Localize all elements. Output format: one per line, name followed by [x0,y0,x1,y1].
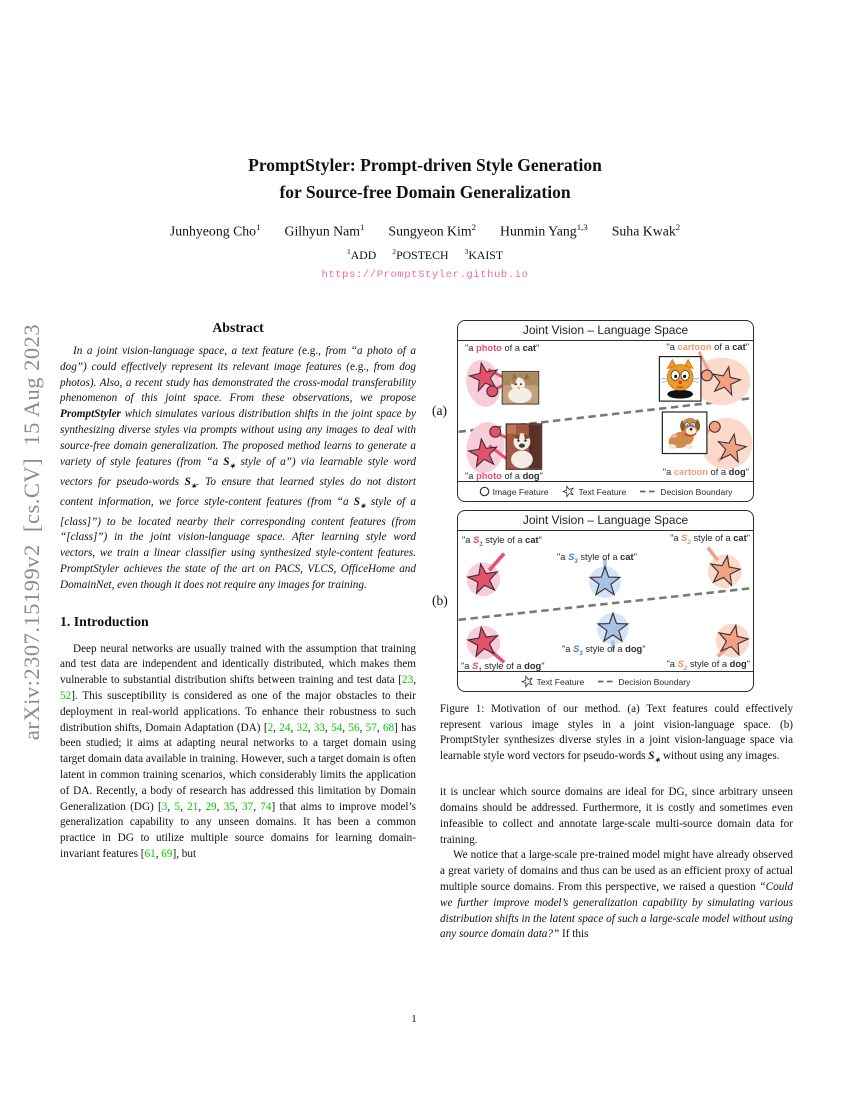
text-segment: Sungyeon Kim [388,223,472,239]
text-segment: , [413,674,416,687]
citation-link[interactable]: 74 [260,800,272,813]
citation-link[interactable]: 57 [365,721,377,734]
label-photo-cat [465,343,539,353]
figure-1 [432,320,755,692]
text-segment: , [376,721,383,734]
project-url-link[interactable]: https://PromptStyler.github.io [321,269,529,281]
dog-photo-image [506,424,542,469]
text-segment: , [216,800,224,813]
text-segment: Deep neural networks are usually trained with the assumption that training and test data are independent and identically distributed, which makes them vulnerable to substantial distribution shifts between training and test data [ [60,642,416,687]
text-segment: PromptStyler [60,408,121,421]
text-segment: , [167,800,175,813]
text-segment: , [359,721,366,734]
paper-title [0,152,850,206]
text-segment: "a [465,343,477,353]
text-segment: e.g., [301,345,321,357]
text-segment: style of a [482,535,526,545]
text-segment: We notice that a large-scale pre-trained model might have already observed a great variety of domains and thus can be used as an efficient proxy of actual multiple source domains. From this perspective, we raised a question [440,849,793,893]
citation-link[interactable]: 35 [223,800,235,813]
text-segment: "a [666,659,678,669]
cat-photo-image [502,371,539,404]
text-segment: " [746,659,750,669]
text-segment: "a [670,533,682,543]
label-cartoon-dog [663,467,749,477]
joint-space-title-a: Joint Vision – Language Space [458,321,753,341]
text-feature-legend-icon [562,485,575,498]
text-segment: it is unclear which source domains are ideal for DG, since arbitrary unseen domains should be addressed. Furthermore, it is costly and sometimes even infeasible to collect and annotate large-scale multi-source domain data for training. [440,786,793,846]
legend-decision-boundary-label: Decision Boundary [618,676,691,687]
label-s2-dog [666,659,750,672]
text-segment: 3 [579,649,583,657]
text-segment: dog [625,644,643,654]
text-segment: cartoon [673,467,708,477]
text-segment: 2 [683,664,688,672]
joint-space-title-b: Joint Vision – Language Space [458,511,753,531]
legend-text-feature-label: Text Feature [578,486,627,497]
text-segment: ]. This susceptibility is considered as one of the major obstacles to their deployment in real-world applications. To enhance their robustness to such distribution shifts, Domain Adaptation (DA) [ [60,690,416,734]
citation-link[interactable]: 69 [161,848,173,861]
text-segment: , [155,848,162,861]
text-segment: S [184,475,191,488]
text-segment: "a [465,471,477,481]
label-s2-cat [670,533,750,546]
text-segment: , [273,721,280,734]
text-segment: of a [501,471,523,481]
citation-link[interactable]: 61 [144,848,156,861]
legend-image-feature-label: Image Feature [492,486,549,497]
image-feature-legend-icon [479,486,490,497]
text-segment: style of a [class]”) to be located nearby their corresponding content features (from “[class]”) in the joint vision-language space. After learning style word vectors, we train a linear classifier using synthesized style-content features. PromptStyler achieves the state of the art on PACS, VLCS, OfficeHome and DomainNet, even though it does not require any images for training. [60,495,416,591]
legend-decision-boundary-label: Decision Boundary [660,486,733,497]
affiliation-line [0,247,850,263]
image-feature-dot-icon [487,386,498,397]
arxiv-stamp: arXiv:2307.15199v2 [cs.CV] 15 Aug 2023 [19,323,44,741]
text-segment: ∗ [229,461,236,470]
text-feature-legend-icon [521,675,534,688]
project-url-line [0,264,850,282]
text-segment: Hunmin Yang [500,223,577,239]
text-segment: " [538,535,542,545]
label-cartoon-cat [666,342,749,352]
text-segment: Suha Kwak [611,223,676,239]
text-segment: of a [501,343,523,353]
citation-link[interactable]: 23 [402,674,414,687]
text-segment: style of a [582,644,626,654]
citation-link[interactable]: 2 [267,721,274,734]
page-number: 1 [411,1013,417,1025]
text-segment: " [745,342,749,352]
text-segment: ] that aims to improve model’s generalization capability to any unseen domains. It has been a common practice in DG to utilize multiple source domains for learning domain-invariant features [ [60,800,416,861]
citation-link[interactable]: 52 [60,690,72,703]
text-segment: which simulates various distribution shifts in the joint space by synthesizing diverse styles via prompts without using any images to deal with source-free domain generalization. The proposed method learns to generate a variety of style features (from “a [60,408,416,468]
text-segment: 1,3 [576,222,588,232]
legend-image-feature [479,486,549,497]
text-segment: photo [476,471,502,481]
text-segment: 2 [675,222,681,232]
text-segment: photo [476,343,502,353]
panel-a-tag: (a) [432,403,447,418]
figure-1a-panel [432,320,754,502]
text-segment: “Could we further improve model’s generalization capability by simulating various distribution shifts in the latent space of such a large-scale model without using any source domain data?” [440,881,793,941]
text-segment: style of a”) via learnable style word vectors for pseudo-words [60,455,416,488]
text-segment: "a [562,644,574,654]
text-segment: " [633,552,637,562]
text-segment: S [677,659,684,669]
text-segment: Junhyeong Cho [169,223,257,239]
text-segment: 3 [574,557,578,565]
citation-link[interactable]: 68 [382,721,395,734]
text-segment: . To ensure that learned styles do not distort content information, we force style-content features (from “a [60,475,416,508]
text-segment: without using any images. [660,749,780,762]
image-feature-dot-icon [701,370,712,381]
panel-b-legend [458,671,753,691]
legend-decision-boundary [640,487,732,497]
right-column [432,320,793,943]
text-segment: , [198,800,206,813]
label-s3-cat [557,552,637,565]
citation-link[interactable]: 37 [242,800,254,813]
left-column [60,320,416,863]
text-segment: ∗ [190,481,197,490]
text-segment: 1 [479,540,483,548]
text-segment: " [536,343,540,353]
introduction-paragraph [60,642,416,863]
text-segment: S [472,661,479,671]
text-segment: S [223,455,230,468]
figure-1b-panel [432,510,754,692]
panel-a-legend [458,481,753,501]
text-segment: ADD [350,247,377,262]
figure-1-caption [440,702,793,768]
text-segment: 1 [256,222,261,232]
text-segment: style of a [690,533,734,543]
text-segment: "a [557,552,569,562]
text-segment: S [473,535,480,545]
text-segment: In a joint vision-language space, a text feature ( [73,345,302,357]
paper-title-line2: for Source-free Domain Generalization [279,181,571,202]
text-segment: " [539,471,543,481]
text-segment: "a [462,535,474,545]
text-segment: "a [461,661,473,671]
text-segment: cartoon [677,342,712,352]
text-segment: style of a [577,552,621,562]
right-column-paragraph-1 [440,785,793,848]
text-segment: e.g., [350,360,369,373]
text-segment: style of a [687,659,730,669]
text-segment: style of a [481,661,525,671]
text-segment: ∗ [359,501,366,510]
citation-link[interactable]: 56 [348,721,360,734]
label-s3-dog [562,644,646,657]
text-segment: ], but [172,848,197,861]
legend-text-feature-label: Text Feature [536,676,585,687]
citation-link[interactable]: 24 [279,721,291,734]
paper-title-line1: PromptStyler: Prompt-driven Style Generation [248,154,602,175]
text-segment: " [541,661,545,671]
text-segment: 3 [464,247,469,256]
image-feature-dot-icon [709,421,720,432]
text-segment: cat [620,552,634,562]
text-segment: , [253,800,261,813]
text-segment: dog [524,661,542,671]
text-segment: from dog photos). Also, a recent study has demonstrated the cross-modal transferability phenomenon of this joint space. From these observations, we propose [60,360,416,405]
text-segment: Figure 1: Motivation of our method. (a) Text features could effectively represent various image styles in a joint vision-language space. (b) PromptStyler synthesizes diverse styles in a joint vision-language space via learnable style word vectors for pseudo-words [440,703,793,762]
text-segment: " [746,533,750,543]
text-segment: "a [666,342,678,352]
abstract-text [60,344,416,594]
citation-link[interactable]: 3 [161,800,168,813]
text-segment: " [642,644,646,654]
citation-link[interactable]: 21 [187,800,199,813]
panel-b-tag: (b) [432,593,448,608]
text-segment: from “a photo of a dog”) could effectively represent its relevant image features ( [60,345,416,373]
citation-link[interactable]: 29 [205,800,217,813]
text-segment: dog [522,471,540,481]
decision-boundary-legend-icon [640,488,657,495]
decision-boundary-legend-icon [598,678,615,685]
text-segment: S [568,552,575,562]
introduction-heading: 1. Introduction [60,613,149,629]
text-segment: cat [733,533,747,543]
text-segment: S [681,533,688,543]
text-segment: , [342,721,349,734]
legend-text-feature [562,485,626,498]
text-segment: 1 [346,247,351,256]
text-segment: of a [707,467,729,477]
text-segment: KAIST [468,247,504,262]
text-segment: POSTECH [396,247,449,262]
text-segment: " [745,467,749,477]
text-segment: S [648,749,655,762]
text-segment: ] has been studied; it aims at adapting neural networks to a target domain using target domain data available in training. However, such a target domain is often latent in common training scenarios, which considerably limits the application of DA. Recently, a body of research has addressed this limitation by Domain Generalization (DG) [ [60,721,417,813]
citation-link[interactable]: 32 [296,721,308,734]
label-s1-cat [462,535,542,548]
text-segment: S [353,495,360,508]
text-segment: If this [559,928,589,941]
text-segment: S [573,644,580,654]
citation-link[interactable]: 5 [174,800,181,813]
text-segment: 2 [687,538,691,546]
text-segment: Gilhyun Nam [284,223,360,239]
label-photo-dog [465,471,543,481]
image-feature-dot-icon [490,426,501,437]
text-segment: dog [728,467,746,477]
text-segment: of a [711,342,733,352]
text-segment: cat [522,343,536,353]
text-segment: , [180,800,188,813]
text-segment: , [234,800,242,813]
legend-decision-boundary [598,677,690,687]
text-segment: , [325,721,332,734]
cartoon-cat-image [659,357,701,402]
citation-link[interactable]: 54 [331,721,343,734]
text-segment: 2 [471,222,477,232]
legend-text-feature [521,675,585,688]
cartoon-dog-image [662,412,707,454]
abstract-heading: Abstract [212,320,264,335]
right-column-paragraph-2 [440,848,793,943]
text-segment: 2 [392,247,397,256]
text-segment: cat [732,342,746,352]
citation-link[interactable]: 33 [313,721,325,734]
text-segment: , [290,721,297,734]
text-segment: , [307,721,314,734]
text-segment: dog [729,659,747,669]
text-segment: ∗ [654,756,661,764]
text-segment: "a [662,467,674,477]
text-segment: cat [525,535,539,545]
text-segment: 1 [478,666,482,674]
text-segment: 1 [360,222,365,232]
author-line [0,222,850,240]
